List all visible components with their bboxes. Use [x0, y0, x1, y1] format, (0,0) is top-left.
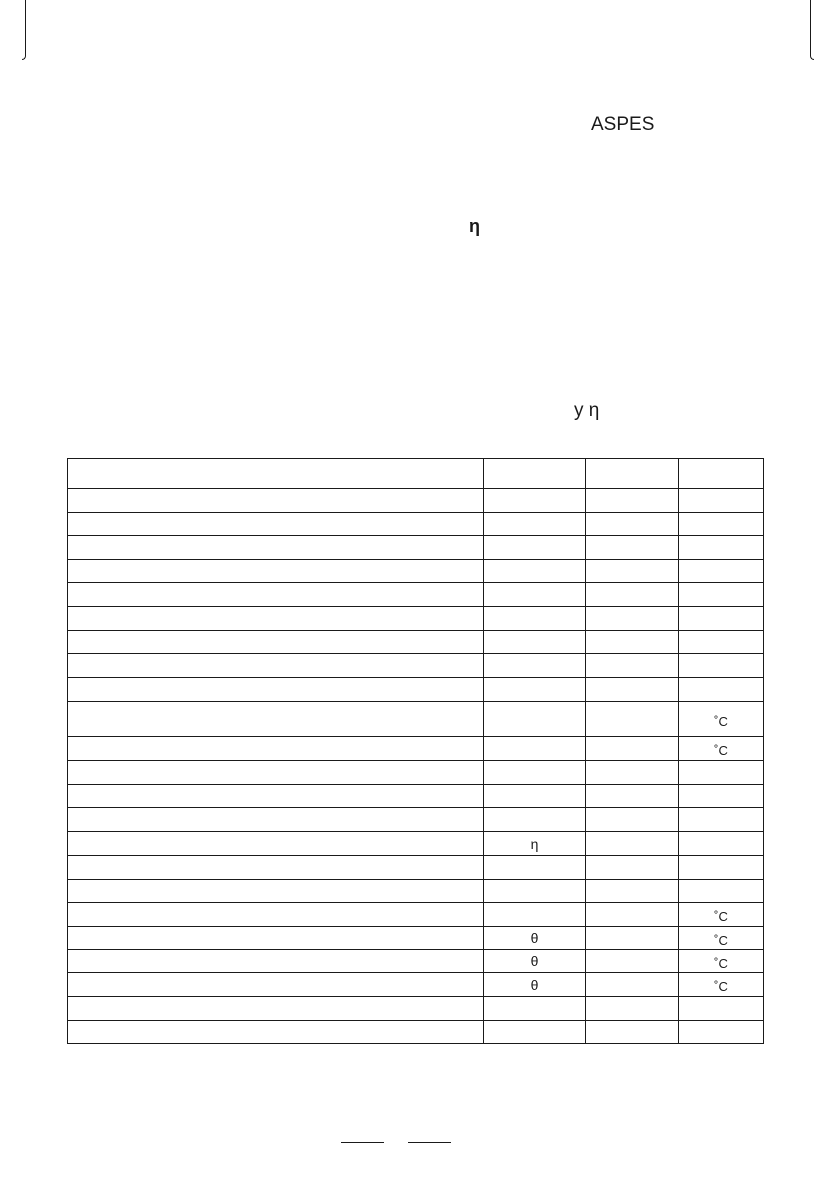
- table-row: [68, 513, 764, 536]
- table-cell: [68, 654, 484, 678]
- table-cell: [679, 513, 764, 536]
- table-cell: [68, 927, 484, 950]
- page-number-underline-left: [341, 1142, 384, 1143]
- table-cell: [68, 513, 484, 536]
- table-cell: [68, 607, 484, 631]
- table-cell: [586, 737, 679, 761]
- table-cell: [586, 631, 679, 654]
- table-cell: [484, 459, 586, 489]
- table-row: [68, 1021, 764, 1044]
- table-cell: [679, 607, 764, 631]
- table-row: [68, 560, 764, 583]
- table-cell: [586, 678, 679, 702]
- table-cell: [679, 785, 764, 808]
- table-cell: [68, 459, 484, 489]
- crop-mark-right: [810, 0, 814, 60]
- table-cell: [679, 560, 764, 583]
- table-cell: [68, 997, 484, 1021]
- table-cell: [484, 737, 586, 761]
- table-cell: [484, 785, 586, 808]
- table-cell: [484, 583, 586, 607]
- table-cell: [586, 560, 679, 583]
- table-row: [68, 808, 764, 832]
- table-cell: [586, 489, 679, 513]
- table-cell: [484, 536, 586, 560]
- table-cell: [586, 997, 679, 1021]
- table-cell: [679, 1021, 764, 1044]
- table-row: [68, 489, 764, 513]
- table-cell: [484, 678, 586, 702]
- table-row: [68, 785, 764, 808]
- table-cell: [484, 1021, 586, 1044]
- table-cell: [68, 761, 484, 785]
- table-cell: [68, 973, 484, 997]
- table-row: [68, 583, 764, 607]
- table-cell: [679, 856, 764, 880]
- table-row: [68, 702, 764, 737]
- table-cell: [586, 785, 679, 808]
- table-cell: [68, 678, 484, 702]
- page-number-underline-right: [408, 1142, 451, 1143]
- table-cell: [586, 513, 679, 536]
- table-cell: θ: [484, 950, 586, 973]
- table-cell: [586, 583, 679, 607]
- table-cell: [679, 678, 764, 702]
- table-row: [68, 459, 764, 489]
- table-cell: ˚C: [679, 702, 764, 737]
- table-row: [68, 997, 764, 1021]
- table-row: [68, 832, 764, 856]
- table-cell: [586, 459, 679, 489]
- table-row: [68, 950, 764, 973]
- table-cell: θ: [484, 973, 586, 997]
- brand-text: ASPES: [591, 114, 655, 135]
- table-cell: [68, 903, 484, 927]
- table-cell: [679, 583, 764, 607]
- table-cell: [679, 459, 764, 489]
- table-cell: [586, 880, 679, 903]
- table-cell: [68, 808, 484, 832]
- table-cell: ˚C: [679, 950, 764, 973]
- table-cell: θ: [484, 927, 586, 950]
- table-cell: [679, 880, 764, 903]
- crop-mark-left: [22, 0, 26, 60]
- table-row: [68, 973, 764, 997]
- eta-symbol-heading: η: [469, 216, 480, 236]
- table-cell: [484, 560, 586, 583]
- table-cell: η: [484, 832, 586, 856]
- table-row: [68, 654, 764, 678]
- table-cell: [68, 832, 484, 856]
- table-cell: [586, 536, 679, 560]
- table-cell: [68, 880, 484, 903]
- table-row: [68, 856, 764, 880]
- table-cell: [484, 654, 586, 678]
- table-cell: ˚C: [679, 927, 764, 950]
- table-cell: [586, 950, 679, 973]
- table-cell: [586, 702, 679, 737]
- table-row: [68, 536, 764, 560]
- table-cell: ˚C: [679, 737, 764, 761]
- table-cell: [679, 654, 764, 678]
- table-cell: [586, 761, 679, 785]
- table-cell: [68, 489, 484, 513]
- table-cell: [68, 950, 484, 973]
- table-cell: [586, 1021, 679, 1044]
- table-cell: [586, 973, 679, 997]
- table-cell: [68, 631, 484, 654]
- table-cell: [586, 903, 679, 927]
- table-cell: [679, 997, 764, 1021]
- table-cell: [484, 702, 586, 737]
- table-cell: [484, 513, 586, 536]
- table-cell: [68, 856, 484, 880]
- table-cell: [586, 856, 679, 880]
- table-cell: [484, 631, 586, 654]
- specifications-table: [67, 458, 764, 1044]
- table-row: [68, 607, 764, 631]
- table-cell: [679, 631, 764, 654]
- table-cell: [68, 1021, 484, 1044]
- table-cell: [586, 607, 679, 631]
- table-row: [68, 880, 764, 903]
- table-cell: [586, 808, 679, 832]
- y-eta-text: y η: [574, 400, 600, 421]
- table-cell: [679, 761, 764, 785]
- table-cell: [484, 856, 586, 880]
- table-cell: ˚C: [679, 973, 764, 997]
- table-row: [68, 678, 764, 702]
- table-cell: [484, 903, 586, 927]
- table-cell: [679, 808, 764, 832]
- table-cell: [586, 927, 679, 950]
- table-row: [68, 927, 764, 950]
- table-cell: [586, 832, 679, 856]
- table-cell: [679, 832, 764, 856]
- table-cell: [68, 583, 484, 607]
- table-cell: [68, 702, 484, 737]
- table-cell: [68, 560, 484, 583]
- table-cell: [484, 761, 586, 785]
- table-cell: [484, 808, 586, 832]
- table-cell: [68, 536, 484, 560]
- table-row: [68, 737, 764, 761]
- table-row: [68, 631, 764, 654]
- table-cell: [484, 607, 586, 631]
- table-cell: [68, 785, 484, 808]
- table-cell: [679, 489, 764, 513]
- table-cell: [679, 536, 764, 560]
- specifications-table-body: [68, 459, 764, 1044]
- table-cell: [484, 997, 586, 1021]
- table-cell: [484, 489, 586, 513]
- table-row: [68, 761, 764, 785]
- table-cell: ˚C: [679, 903, 764, 927]
- table-cell: [484, 880, 586, 903]
- table-cell: [586, 654, 679, 678]
- table-cell: [68, 737, 484, 761]
- table-row: [68, 903, 764, 927]
